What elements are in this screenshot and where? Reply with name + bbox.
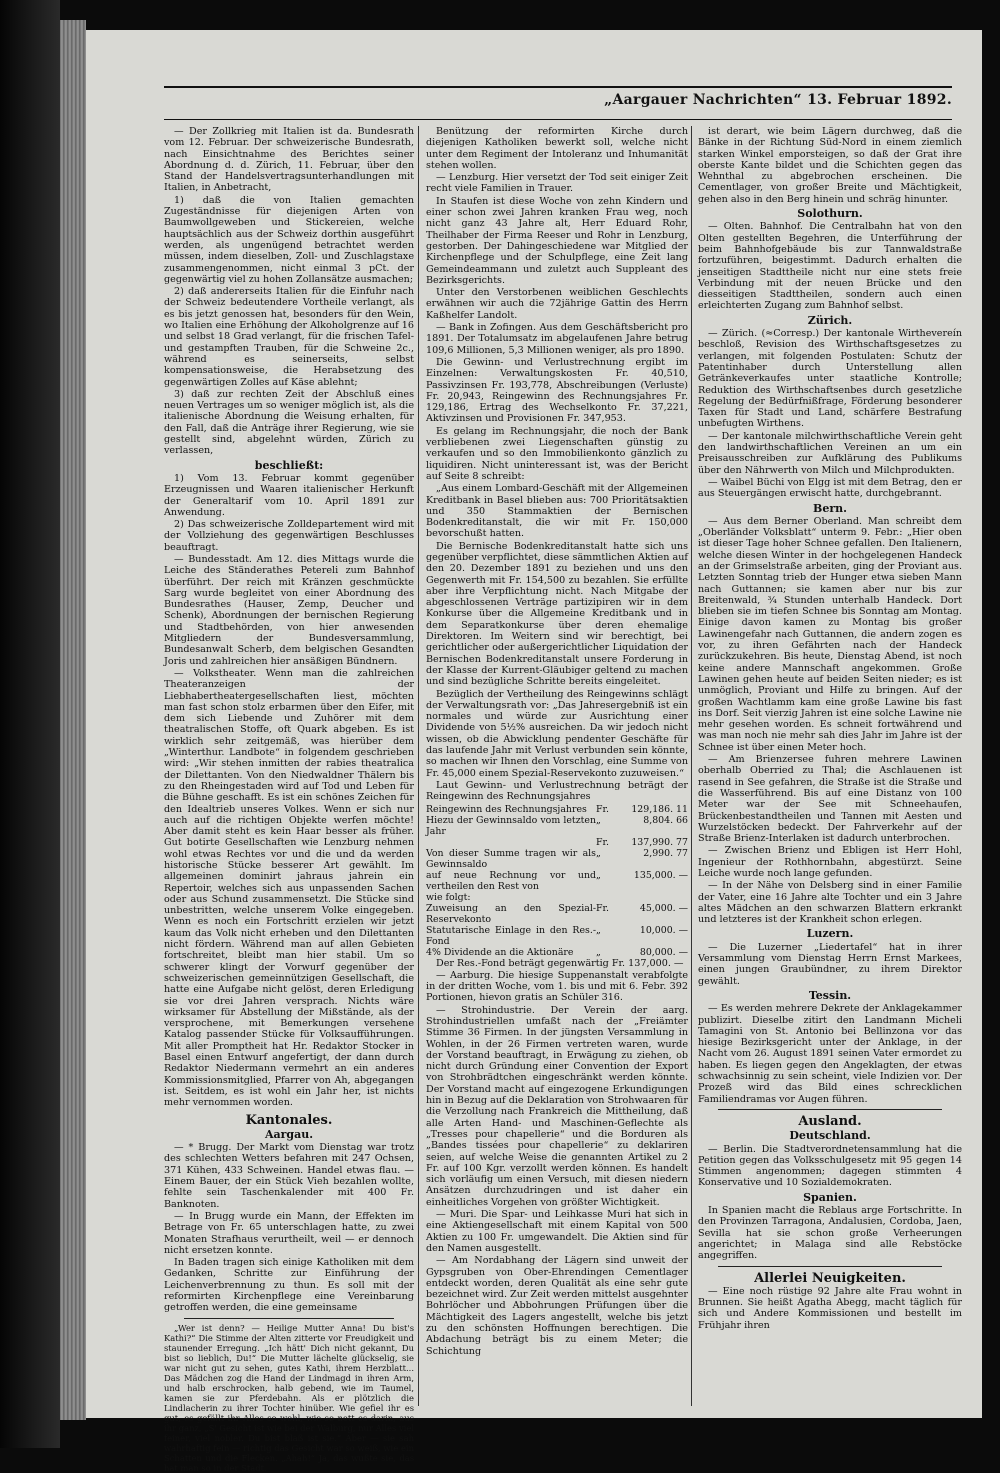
section-spanien: Spanien. [803, 1190, 857, 1204]
paragraph: Benützung der reformirten Kirche durch diejenigen Katholiken bewerkt soll, welche nicht unter dem Regiment der Intoleranz und Inhumanität stehen wollen. [426, 126, 688, 171]
article-brunnen: — Eine noch rüstige 92 Jahre alte Frau wohnt in Brunnen. Sie heißt Agatha Abegg, macht täglich für sich und Andere Kommissionen und bestellt im Frühjahr ihren [698, 1285, 962, 1331]
page-header [164, 92, 952, 116]
article-berner-oberland: — Aus dem Berner Oberland. Man schreibt dem „Oberländer Volksblatt“ unterm 9. Febr.: „Hier oben ist dieser Tage hoher Schnee gefallen. Den Italienern, welche diesen Winter in der hochgelegenen Handeck an der Grimselstraße arbeiten, ging der Proviant aus. Letzten Sonntag trieb der Hunger etwa sieben Mann nach Guttannen; sie kamen aber nur bis zur Breitenwald, ¾ Stunden unterhalb Handeck. Dort blieben sie im tiefen Schnee bis Sonntag am Montag. Einige davon kamen zu Montag bis großer Lawinengefahr nach Guttannen, die andern zogen es vor, zu ihren Gefährten nach der Handeck zurückzukehren. Bis heute, Dienstag Abend, ist noch keine andere Mannschaft angekommen. Große Lawinen gehen heute auf beiden Seiten nieder; es ist unmöglich, Proviant und Hilfe zu bringen. Auf der großen Wachtlamm kam eine große Lawine bis fast ins Dorf. Seit vierzig Jahren ist eine solche Lawine nie mehr gesehen worden. Es schneit fortwährend und was man noch nie mehr sah dies Jahr im Jahre ist der Schnee ist über einen Meter hoch. [698, 515, 962, 753]
section-aargau: Aargau. [264, 1127, 314, 1141]
paragraph: Es gelang im Rechnungsjahr, die noch der Bank verbliebenen zwei Liegenschaften günstig zu verkaufen und so den Immobilienkonto gänzlich zu liquidiren. Nicht uninteressant ist, was der Bericht auf Seite 8 schreibt: [426, 425, 688, 482]
section-divider [718, 1109, 942, 1110]
paragraph: — Am Brienzersee fuhren mehrere Lawinen oberhalb Oberried zu Thal; die Aschlauenen ist rasend in See gefahren, die Straße ist die Straße und die Wasserführend. Bis auf eine Distanz von 100 Meter war der See mit Schneehaufen, Brückenbestandtheilen und Tannen mit Aesten und Wurzelstöcken bedeckt. Der Fahrverkehr auf der Straße Brienz-Interlaken ist dadurch unterbrochen. [698, 754, 962, 845]
paragraph: 3) daß zur rechten Zeit der Abschluß eines neuen Vertrages um so weniger möglich ist, als die italienische Abordnung die Weisung erhalten, für den Fall, daß die Anträge ihrer Regierung, wie sie gestellt sind, abgelehnt würden, Zürich zu verlassen, [164, 388, 414, 457]
feuilleton-text: „Wer ist denn? — Heilige Mutter Anna! Du bist's Kathi?“ Die Stimme der Alten zitterte vor Freudigkeit und staunender Erregung. „Ich hätt' Dich nicht gekannt, Du bist so lieblich, Du!“ Die Mutter lächelte glückselig, sie war nicht gut zu sehen, gutes Kathi, ihrem Herzblatt... Das Mädchen zog die Hand der Lindmagd in ihren Arm, und halb erschrocken, halb gebend, wie im Taumel, kamen sie zur Pferdebahn. Als er plötzlich die Lindlacherin zu ihrer Tochter hinüber. Wie gefiel ihr es gut, es gefällt ihr Alles so wohl, wie so nett es darin, aus ihr ganz, „S' Gesicht ist wie bei der Walburg, nur Alles viel feiner, viel nobler. Du bist blaß ist sie.“ Aber — sie sah wahrhaftig fein — richtig das Gesicht war so weiß, wie ein Schatten und die Flecken. „Ahah!“ Ja, das wußte sie, das hat man so in der Stadt. [164, 1322, 414, 1473]
paper-date: 13. Februar 1892. [807, 92, 952, 108]
top-rule [164, 86, 952, 88]
table-row [426, 925, 688, 947]
table-row [426, 848, 688, 870]
account-amount: 80,000. — [639, 946, 688, 958]
article-luzern: — Die Luzerner „Liedertafel“ hat in ihrer Versammlung vom Dienstag Herrn Ernst Markees, einen jungen Graubündner, zu ihrem Direktor gewählt. [698, 941, 962, 987]
paragraph: Bezüglich der Vertheilung des Reingewinns schlägt der Verwaltungsrath vor: „Das Jahresergebniß ist ein normales und würde zur Ausrichtung einer Dividende von 5½% ausreichen. Da wir jedoch nicht wissen, ob die Abwicklung pendenter Geschäfte für das laufende Jahr mit Verlust verbunden sein könnte, so machen wir Ihnen den Vorschlag, eine Summe von Fr. 45,000 einem Spezial-Reservekonto zuzuweisen.“ [426, 688, 688, 779]
section-allerlei: Allerlei Neuigkeiten. [754, 1270, 906, 1286]
paragraph: 1) daß die von Italien gemachten Zugeständnisse für diejenigen Arten von Baumwollgeweben und Stickereien, welche hauptsächlich aus der Schweiz dorthin ausgeführt werden, als ungenügend betrachtet werden müssen, indem dieselben, Zoll- und Zuschlagstaxe zusammengenommen, nicht einmal 3 pCt. der gegenwärtig viel zu hohen Zollansätze ausmachen; [164, 194, 414, 285]
account-label [426, 837, 596, 848]
newspaper-page [86, 30, 982, 1473]
account-currency: „ [596, 869, 601, 881]
section-deutschland: Deutschland. [789, 1129, 871, 1143]
paragraph: 2) daß andererseits Italien für die Einfuhr nach der Schweiz bedeutendere Vortheile verlangt, als es bis jetzt genossen hat, besonders für den Wein, wo Italien eine Erhöhung der Alkoholgrenze auf 16 und selbst 18 Grad verlangt, für die frischen Tafel- und gestampften Trauben, für die Schweine 2c., während es seinerseits, selbst kompensationsweise, die Herabsetzung des gegenwärtigen Zolles auf Käse ablehnt; [164, 286, 414, 388]
account-label: Statutarische Einlage in den Res.-Fond [426, 924, 596, 947]
paragraph: Die Gewinn- und Verlustrechnung ergibt im Einzelnen: Verwaltungskosten Fr. 40,510, Passivzinsen Fr. 193,778, Abschreibungen (Verluste) Fr. 20,943, Reingewinn des Rechnungsjahres Fr. 129,186, Ertrag des Wechselkonto Fr. 37,221, Aktivzinsen und Provisionen Fr. 347,953. [426, 356, 688, 425]
paragraph: Laut Gewinn- und Verlustrechnung beträgt der Reingewinn des Rechnungsjahres [426, 779, 688, 803]
article-zuerich: — Zürich. (≈Corresp.) Der kantonale Wirthevereín beschloß, Revision des Wirthschaftsgesetzes zu verlangen, mit folgenden Postulaten: Schutz der Patentinhaber durch Unterstellung allen Getränkeverkaufes unter staatliche Kontrolle; Reduktion des Wirthschaftsenbes durch gesetzliche Regelung der Bedürfnißfrage, Förderung besonderer Taxen für Stadt und Land, schärfere Bestrafung unbefugten Wirthens. [698, 328, 962, 430]
account-label: Zuweisung an den Spezial-Reservekonto [426, 902, 596, 925]
column-3 [698, 126, 962, 1406]
paragraph: In Staufen ist diese Woche von zehn Kindern und einer schon zwei Jahren kranken Frau weg, noch nicht ganz 43 Jahre alt, Herr Eduard Rohr, Theilhaber der Firma Reeser und Rohr in Lenzburg, gestorben. Der Dahingeschiedene war Mitglied der Kirchenpflege und der Schulpflege, eine Zeit lang Gemeindeammann und zuletzt auch Suppleant des Bezirksgerichts. [426, 195, 688, 286]
paragraph: — Der kantonale milchwirthschaftliche Verein geht den landwirthschaftlichen Vereinen an um ein Preisausschreiben zur Aufklärung des Publikums über den Nährwerth von Milch und Milchprodukten. [698, 430, 962, 476]
paragraph: 2) Das schweizerische Zolldepartement wird mit der Vollziehung des gegenwärtigen Beschlusses beauftragt. [164, 519, 414, 553]
article-olten: — Olten. Bahnhof. Die Centralbahn hat von den Olten gestellten Begehren, die Unterführung der beim Bahnhofgebäude bis zur Tannwaldstraße fortzuführen, beigestimmt. Dadurch erhalten die jenseitigen Stadttheile nicht nur eine stets freie Verbindung mit der neuen Brücke und den diesseitigen Stadttheilen, sondern auch einen erleichterten Zugang zum Bahnhof selbst. [698, 221, 962, 312]
section-solothurn: Solothurn. [797, 207, 863, 221]
article-spanien: In Spanien macht die Reblaus arge Fortschritte. In den Provinzen Tarragona, Andalusien, Cordoba, Jaen, Sevilla hat sie schon große Verheerungen angerichtet; in Malaga sind alle Rebstöcke angegriffen. [698, 1205, 962, 1262]
section-divider [718, 1266, 942, 1267]
account-label: Von dieser Summe tragen wir als Gewinnsaldo [426, 847, 596, 870]
column-divider [691, 126, 692, 1406]
paragraph: — Zwischen Brienz und Ebligen ist Herr Hohl, Ingenieur der Rothhornbahn, abgestürzt. Seine Leiche wurde noch lange gefunden. [698, 845, 962, 879]
article-zollkrieg: — Der Zollkrieg mit Italien ist da. Bundesrath vom 12. Februar. Der schweizerische Bundesrath, nach Einsichtnahme des Berichtes seiner Abordnung d. d. Zürich, 11. Februar, über den Stand der Handelsvertragsunterhandlungen mit Italien, in Anbetracht, [164, 126, 414, 194]
section-zuerich: Zürich. [807, 313, 853, 327]
column-1 [164, 126, 414, 1473]
article-lenzburg: — Lenzburg. Hier versetzt der Tod seit einiger Zeit recht viele Familien in Trauer. [426, 172, 688, 195]
table-row [426, 892, 688, 903]
article-muri: — Muri. Die Spar- und Leihkasse Muri hat sich in eine Aktiengesellschaft mit einem Kapital von 500 Aktien zu 100 Fr. umgewandelt. Die Aktien sind für den Namen ausgestellt. [426, 1209, 688, 1254]
paragraph: ist derart, wie beim Lägern durchweg, daß die Bänke in der Richtung Süd-Nord in einem ziemlich starken Winkel emporsteigen, so daß der Grat ihre oberste Kante bildet und die Schichten gegen das Wehnthal zu abgebrochen erscheinen. Die Cementlager, von großer Breite und Mächtigkeit, gehen also in den Berg hinein und schräg hinunter. [698, 126, 962, 205]
section-kantonales: Kantonales. [245, 1112, 333, 1128]
account-currency: „ [596, 924, 601, 936]
account-table [426, 804, 688, 958]
account-amount: 2,990. 77 [643, 847, 688, 859]
resolution-heading: beschließt: [254, 458, 324, 472]
account-amount: 135,000. — [633, 869, 688, 881]
section-ausland: Ausland. [798, 1113, 862, 1129]
article-berlin: — Berlin. Die Stadtverordnetensammlung hat die Petition gegen das Volksschulgesetz mit 95 gegen 14 Stimmen angenommen; dagegen stimmten 4 Konservative und 10 Sozialdemokraten. [698, 1143, 962, 1189]
account-amount: 8,804. 66 [643, 814, 688, 826]
book-binding [0, 0, 60, 1448]
account-currency: „ [596, 814, 601, 826]
account-currency: „ [596, 847, 601, 859]
account-amount: 129,186. 11 [631, 803, 688, 815]
article-bundesstadt: — Bundesstadt. Am 12. dies Mittags wurde die Leiche des Ständerathes Petereli zum Bahnhof überführt. Der reich mit Kränzen geschmückte Sarg wurde begleitet von einer Abordnung des Bundesrathes (Hauser, Zemp, Deucher und Schenk), Abordnungen der bernischen Regierung und Stadtbehörden, von hier anwesenden Mitgliedern der Bundesversammlung, Bundesanwalt Scherb, dem belgischen Gesandten Joris und zahlreichen hier ansäßigen Bündnern. [164, 553, 414, 667]
article-laegern: — Am Nordabhang der Lägern sind unweit der Gypsgruben von Ober-Ehrendingen Cementlager entdeckt worden, deren Qualität als eine sehr gute bezeichnet wird. Zur Zeit werden mittelst ausgehnter Bohrlöcher und Abbohrungen Prüfungen über die Mächtigkeit des Lagers angestellt, welche bis jetzt zu den schönsten Hoffnungen berechtigen. Die Abdachung beträgt bis zu einem Meter; die Schichtung [426, 1255, 688, 1357]
header-rule [164, 119, 952, 120]
article-baden: In Baden tragen sich einige Katholiken mit dem Gedanken, Schritte zur Einführung der Leichenverbrennung zu thun. Es soll mit der reformirten Kirchenpflege eine Vereinbarung getroffen werden, die eine gemeinsame [164, 1257, 414, 1314]
section-tessin: Tessin. [808, 988, 852, 1002]
table-row [426, 870, 688, 892]
account-currency: Fr. [596, 836, 609, 848]
table-row [426, 804, 688, 815]
page-edge-stack [60, 20, 86, 1420]
column-2 [426, 126, 688, 1406]
paragraph: Die Bernische Bodenkreditanstalt hatte sich uns gegenüber verpflichtet, diese sämmtlichen Aktien auf den 20. Dezember 1891 zu beziehen und uns den Gegenwerth mit Fr. 154,500 zu bezahlen. Sie erfüllte aber ihre Verpflichtung nicht. Nach Mitgabe der abgeschlossenen Verträge partizipiren wir in dem Konkurse über die Allgemeine Kreditbank und in dem Separatkonkurse über deren ehemalige Direktoren. Im Weitern sind wir berechtigt, bei gerichtlicher oder außergerichtlicher Liquidation der Bernischen Bodenkreditanstalt unsere Forderung in der Klasse der Kurrent-Gläubiger geltend zu machen und sind bezügliche Schritte bereits eingeleitet. [426, 540, 688, 688]
account-label: Reingewinn des Rechnungsjahres [426, 803, 587, 815]
article-tessin: — Es werden mehrere Dekrete der Anklagekammer publizirt. Dieselbe zitirt den Landmann Micheli Tamagini von St. Antonio bei Bellinzona vor das hiesige Bezirksgericht unter der Anklage, in der Nacht vom 26. August 1891 seinen Vater ermordet zu haben. Es liegen gegen den Angeklagten, der etwas schwachsinnig zu sein scheint, viele Indizien vor. Der Prozeß wird das Bild eines schrecklichen Familiendramas vor Augen führen. [698, 1003, 962, 1105]
article-brugg: — In Brugg wurde ein Mann, der Effekten im Betrage von Fr. 65 unterschlagen hatte, zu zwei Monaten Strafhaus verurtheilt, weil — er dennoch nicht ersetzen konnte. [164, 1210, 414, 1256]
account-amount: 137,990. 77 [631, 836, 688, 848]
paragraph: — In der Nähe von Delsberg sind in einer Familie der Vater, eine 16 Jahre alte Tochter und ein 3 Jahre altes Mädchen an den schwarzen Blattern erkrankt und letzteres ist der Krankheit schon erlegen. [698, 880, 962, 926]
account-amount: 10,000. — [639, 924, 688, 936]
account-currency: Fr. [596, 902, 609, 914]
paragraph: — Waibel Büchi von Elgg ist mit dem Betrag, den er aus Steuergängen erwischt hatte, durchgebrannt. [698, 476, 962, 500]
column-divider [418, 126, 419, 1406]
table-row [426, 947, 688, 958]
section-bern: Bern. [813, 501, 847, 515]
account-label: auf neue Rechnung vor und vertheilen den Rest von [426, 869, 596, 892]
paragraph: Unter den Verstorbenen weiblichen Geschlechts erwähnen wir auch die 72jährige Gattin des Herrn Kaßhelfer Landolt. [426, 287, 688, 321]
article-bank-zofingen: — Bank in Zofingen. Aus dem Geschäftsbericht pro 1891. Der Totalumsatz im abgelaufenen Jahre betrug 109,6 Millionen, 5,3 Millionen weniger, als pro 1890. [426, 322, 688, 356]
paragraph: „Aus einem Lombard-Geschäft mit der Allgemeinen Kreditbank in Basel blieben aus: 700 Prioritätsaktien und 350 Stammaktien der Bernischen Bodenkreditanstalt, die wir mit Fr. 150,000 bevorschußt hatten. [426, 483, 688, 540]
account-label: wie folgt: [426, 891, 471, 903]
article-aarburg: — Aarburg. Die hiesige Suppenanstalt verabfolgte in der dritten Woche, vom 1. bis und mit 6. Febr. 392 Portionen, hievon gratis an Schüler 316. [426, 969, 688, 1004]
paragraph: Der Res.-Fond beträgt gegenwärtig Fr. 137,000. — [436, 957, 684, 969]
feuilleton-divider [184, 1318, 394, 1319]
section-luzern: Luzern. [806, 927, 854, 941]
table-row [426, 903, 688, 925]
account-label: Hiezu der Gewinnsaldo vom letzten Jahr [426, 814, 596, 837]
account-label: 4% Dividende an die Aktionäre [426, 946, 574, 958]
article-brugg-markt: — * Brugg. Der Markt vom Dienstag war trotz des schlechten Wetters befahren mit 247 Ochsen, 371 Kühen, 433 Schweinen. Handel etwas flau. — Einem Bauer, der ein Stück Vieh bezahlen wollte, fehlte sein Taschenkalender mit 400 Fr. Banknoten. [164, 1142, 414, 1210]
article-volkstheater: — Volkstheater. Wenn man die zahlreichen Theateranzeigen der Liebhabertheatergesellschaften liest, möchten man fast schon stolz erbarmen über den Eifer, mit dem sich Liebende und Zuhörer mit dem theatralischen Stoffe, oft Quark abgeben. Es ist wirklich sehr zeitgemäß, was hierüber dem „Winterthur. Landbote“ in folgendem geschrieben wird: „Wir stehen inmitten der rabies theatralica der Dilettanten. Von den Niedwaldner Thälern bis zu den Rheingestaden wird auf Tod und Leben für die Bühne geschafft. Es ist ein schönes Zeichen für den Idealtrieb unseres Volkes. Wenn er sich nur auch auf die richtigen Objekte werfen möchte! Aber damit steht es kein Haar besser als früher. Gut botirte Gesellschaften wie Lenzburg nehmen wohl etwas Rechtes vor und die und da werden historische Stücke besserer Art gewählt. Im allgemeinen dominirt jahraus jahrein ein Repertoir, welches sich aus unpassenden Sachen oder aus Schund zusammensetzt. Die Stücke sind unbestritten, welche unserem Volke eingegeben. Wenn es noch ein Fortschritt erzielen wir jetzt kaum das Volk nicht erheben und den Dilettanten nicht fördern. Während man auf allen Gebieten fortschreitet, bleibt man hier stabil. Um so schwerer klingt der Vorwurf gegenüber der schweizerischen gemeinnützigen Gesellschaft, die hatte eine Aufgabe nicht gelöst, deren Erledigung sie vor drei Jahren versprach. Nichts wäre wirksamer für Abstellung der Mißstände, als der versprochene, mit Bemerkungen versehene Katalog passender Stücke für Volksaufführungen. Mit aller Promptheit hat Hr. Redaktor Stocker in Basel einen Entwurf angefertigt, der dann durch Redaktor Niedermann vermehrt an ein anderes Kommissionsmitglied, Pfarrer von Ah, abgegangen ist. Seitdem, es ist wohl ein Jahr her, ist nichts mehr vernommen worden. [164, 667, 414, 1109]
account-currency: Fr. [596, 803, 609, 815]
account-currency: „ [596, 946, 601, 958]
table-row [426, 837, 688, 848]
account-currency [596, 892, 618, 903]
article-strohindustrie: — Strohindustrie. Der Verein der aarg. Strohindustriellen umfaßt nach der „Freiämter Stimme 36 Firmen. In der jüngsten Versammlung in Wohlen, in der 26 Firmen vertreten waren, wurde der Vorstand beauftragt, in Erwägung zu ziehen, ob nicht durch Gründung einer Convention der Export von Strohbrädtchen eingeschränkt werden könnte. Der Vorstand macht auf eingezogene Erkundigungen hin in Bezug auf die Deklaration von Strohwaaren für die Verzollung nach Frankreich die Mittheilung, daß alle Arten Hand- und Maschinen-Geflechte als „Tresses pour chapellerie“ und die Borduren als „Bandes tissées pour chapellerie“ zu deklariren seien, auf welche Weise die genannten Artikel zu 2 Fr. auf 100 Kgr. verzollt werden können. Es handelt sich vorläufig um einen Versuch, mit diesen niedern Ansätzen durchzudringen und ist daher ein einheitliches Vorgehen von größter Wichtigkeit. [426, 1004, 688, 1208]
account-amount [618, 892, 688, 903]
account-amount: 45,000. — [639, 902, 688, 914]
paper-title: „Aargauer Nachrichten“ [604, 92, 802, 108]
paragraph: 1) Vom 13. Februar kommt gegenüber Erzeugnissen und Waaren italienischer Herkunft der Generaltarif vom 10. April 1891 zur Anwendung. [164, 472, 414, 518]
table-row [426, 815, 688, 837]
